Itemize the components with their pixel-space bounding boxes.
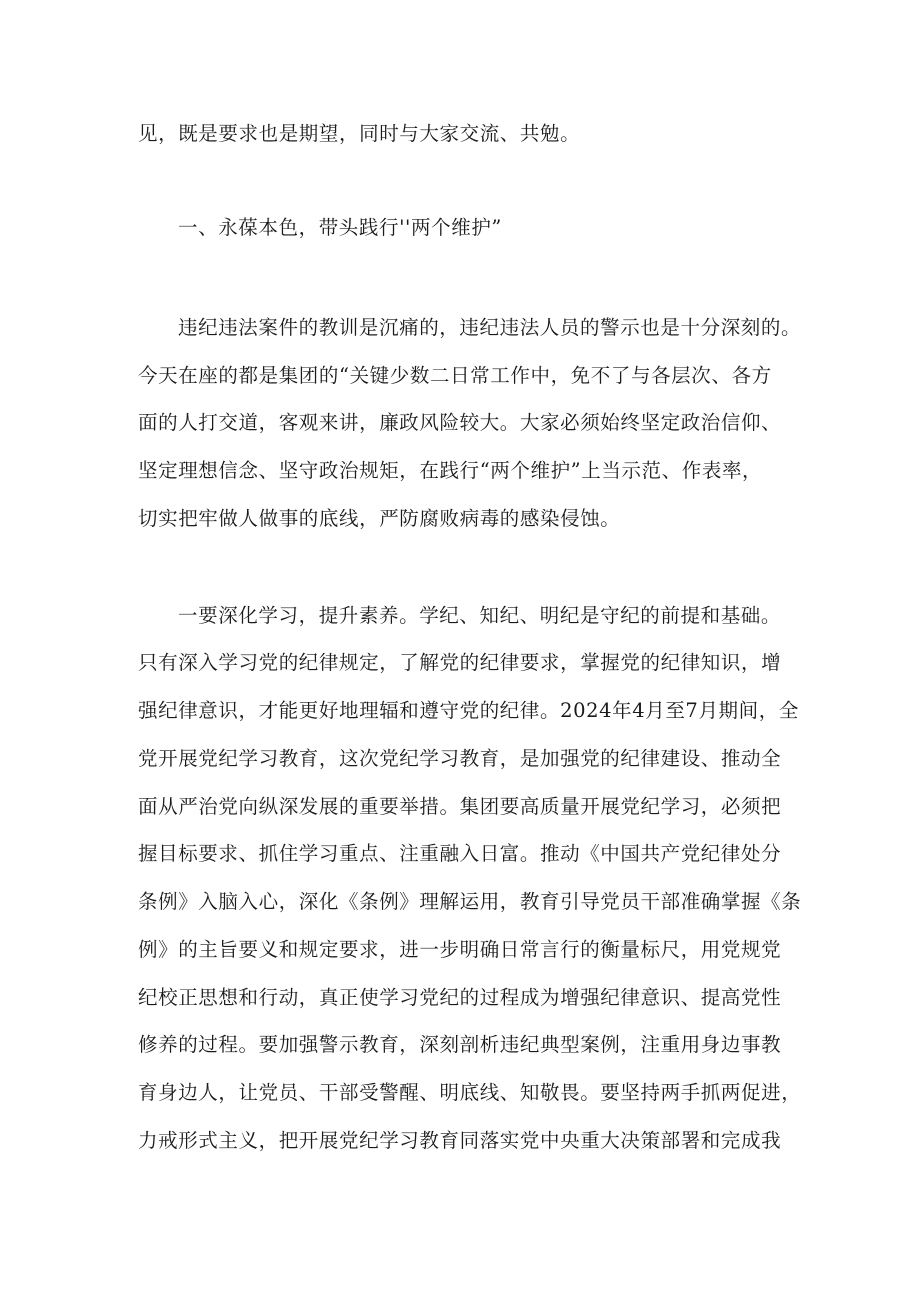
- paragraph-line: 坚定理想信念、坚守政治规矩，在践行“两个维护”上当示范、作表率，: [138, 459, 763, 482]
- paragraph-line: 力戒形式主义，把开展党纪学习教育同落实党中央重大决策部署和完成我: [138, 1129, 782, 1152]
- paragraph-line: 一要深化学习，提升素养。学纪、知纪、明纪是守纪的前提和基础。: [178, 604, 782, 627]
- paragraph-line: 育身边人，让党员、干部受警醒、明底线、知敬畏。要坚持两手抓两促进，: [138, 1081, 802, 1104]
- paragraph-line: 见，既是要求也是期望，同时与大家交流、共勉。: [138, 122, 581, 145]
- paragraph-line: 违纪违法案件的教训是沉痛的，违纪违法人员的警示也是十分深刻的。: [178, 316, 802, 339]
- paragraph-line: 切实把牢做人做事的底线，严防腐败病毒的感染侵蚀。: [138, 507, 621, 530]
- paragraph-line: 条例》入脑入心，深化《条例》理解运用，教育引导党员干部准确掌握《条: [138, 890, 802, 913]
- paragraph-line: 面从严治党向纵深发展的重要举措。集团要高质量开展党纪学习，必须把: [138, 795, 782, 818]
- section-heading: 一、永葆本色，带头践行''两个维护”: [178, 216, 502, 239]
- paragraph-line: 面的人打交道，客观来讲，廉政风险较大。大家必须始终坚定政治信仰、: [138, 411, 782, 434]
- paragraph-line: 纪校正思想和行动，真正使学习党纪的过程成为增强纪律意识、提高党性: [138, 986, 782, 1009]
- paragraph-line: 党开展党纪学习教育，这次党纪学习教育，是加强党的纪律建设、推动全: [138, 747, 782, 770]
- paragraph-line: 修养的过程。要加强警示教育，深刻剖析违纪典型案例，注重用身边事教: [138, 1033, 782, 1056]
- paragraph-line: 例》的主旨要义和规定要求，进一步明确日常言行的衡量标尺，用党规党: [138, 938, 782, 961]
- paragraph-line: 握目标要求、抓住学习重点、注重融入日富。推动《中国共产党纪律处分: [138, 842, 782, 865]
- paragraph-line: 今天在座的都是集团的“关键少数二日常工作中，免不了与各层次、各方: [138, 364, 772, 387]
- paragraph-line: 只有深入学习党的纪律规定，了解党的纪律要求，掌握党的纪律知识，增: [138, 651, 782, 674]
- paragraph-line: 强纪律意识，才能更好地理辐和遵守党的纪律。2024年4月至7月期间，全: [138, 699, 799, 722]
